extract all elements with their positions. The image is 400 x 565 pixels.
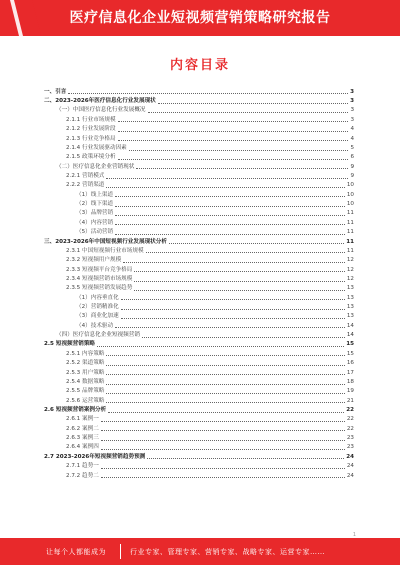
toc-entry[interactable]: [44, 254, 354, 263]
toc-entry-page: 13: [346, 294, 354, 301]
toc-entry-label: 2.6 短视频营销案例分析: [44, 406, 107, 413]
toc-entry-page: 10: [346, 191, 354, 198]
toc-entry[interactable]: [44, 348, 354, 357]
toc-entry[interactable]: [44, 311, 354, 320]
toc-leader-dots: [101, 477, 345, 478]
toc-entry-label: 2.6.4 案例四: [66, 444, 99, 451]
toc-entry-label: 2.1.1 行业市场规模: [66, 116, 116, 123]
report-footer: [0, 538, 400, 565]
toc-entry-page: 10: [346, 201, 354, 208]
toc-entry-label: 2.5.5 品牌策略: [66, 388, 105, 395]
toc-entry-page: 16: [346, 360, 354, 367]
toc-leader-dots: [148, 112, 349, 113]
toc-entry-label: 2.7 2023-2026年短视频营销趋势预测: [44, 453, 146, 460]
toc-leader-dots: [106, 393, 344, 394]
toc-entry-label: （2）营销精准化: [76, 304, 119, 311]
toc-entry-label: 2.1.3 行业竞争格局: [66, 135, 116, 142]
toc-entry[interactable]: [44, 301, 354, 310]
toc-leader-dots: [134, 281, 345, 282]
toc-entry-page: 3: [350, 116, 354, 123]
toc-entry-page: 14: [346, 322, 354, 329]
toc-entry[interactable]: [44, 142, 354, 151]
toc-entry-label: （3）品牌营销: [76, 210, 114, 217]
toc-entry[interactable]: [44, 133, 354, 142]
toc-entry-label: （2）线下渠道: [76, 201, 114, 208]
toc-entry-page: 11: [346, 247, 354, 254]
toc-entry-page: 18: [346, 378, 354, 385]
toc-entry[interactable]: [44, 357, 354, 366]
toc-entry[interactable]: [44, 161, 354, 170]
toc-entry[interactable]: [44, 460, 354, 469]
toc-entry-page: 11: [346, 219, 354, 226]
toc-entry-label: 2.5.1 内容策略: [66, 350, 105, 357]
toc-entry[interactable]: [44, 292, 354, 301]
toc-leader-dots: [134, 271, 345, 272]
toc-entry-page: 6: [350, 154, 354, 161]
toc-entry[interactable]: [44, 339, 354, 348]
toc-entry-page: 19: [346, 388, 354, 395]
toc-leader-dots: [106, 178, 348, 179]
toc-entry-label: 2.3.2 短视频用户规模: [66, 257, 122, 264]
toc-entry-page: 24: [346, 463, 354, 470]
toc-entry-label: 三、2023-2026年中国短视频行业发展现状分析: [44, 238, 167, 245]
toc-entry-page: 12: [346, 266, 354, 273]
toc-entry[interactable]: [44, 180, 354, 189]
toc-leader-dots: [101, 468, 345, 469]
toc-entry-page: 12: [346, 275, 354, 282]
toc-leader-dots: [106, 365, 344, 366]
toc-entry-page: 3: [350, 107, 354, 114]
toc-entry-page: 23: [346, 435, 354, 442]
toc-entry[interactable]: [44, 367, 354, 376]
toc-leader-dots: [101, 421, 345, 422]
toc-entry[interactable]: [44, 236, 354, 245]
toc-leader-dots: [115, 234, 345, 235]
toc-leader-dots: [115, 327, 345, 328]
toc-entry-label: （3）商业化加速: [76, 313, 119, 320]
toc-entry-page: 11: [346, 238, 354, 245]
toc-entry-page: 11: [346, 210, 354, 217]
toc-leader-dots: [106, 384, 344, 385]
toc-heading: 内容目录: [169, 58, 230, 73]
toc-entry-label: 一、引言: [44, 88, 67, 95]
toc-entry[interactable]: [44, 86, 354, 95]
toc-entry-page: 13: [346, 304, 354, 311]
toc-entry-page: 22: [346, 406, 354, 413]
toc-entry[interactable]: [44, 217, 354, 226]
toc-entry[interactable]: [44, 245, 354, 254]
toc-entry-page: 21: [346, 397, 354, 404]
toc-entry-label: 2.3.4 短视频营销市场规模: [66, 275, 133, 282]
toc-entry-label: 2.1.4 行业发展驱动因素: [66, 144, 127, 151]
toc-entry-page: 10: [346, 182, 354, 189]
toc-leader-dots: [106, 402, 344, 403]
toc-leader-dots: [121, 318, 345, 319]
toc-entry[interactable]: [44, 189, 354, 198]
toc-entry[interactable]: [44, 264, 354, 273]
toc-entry-page: 14: [346, 332, 354, 339]
toc-entry-label: 2.5 短视频营销策略: [44, 341, 96, 348]
toc-entry-page: 17: [346, 369, 354, 376]
toc-entry[interactable]: [44, 395, 354, 404]
toc-entry-label: 2.3.1 中国短视频行业市场规模: [66, 247, 144, 254]
toc-entry-page: 3: [350, 88, 354, 95]
toc-entry-page: 22: [346, 416, 354, 423]
toc-entry-label: （四）医疗信息化企业短视频营销: [56, 332, 140, 339]
toc-entry-page: 13: [346, 313, 354, 320]
toc-leader-dots: [118, 121, 349, 122]
toc-entry-page: 9: [350, 173, 354, 179]
toc-entry[interactable]: [44, 105, 354, 114]
toc-leader-dots: [101, 430, 345, 431]
toc-entry[interactable]: [44, 283, 354, 292]
toc-entry-page: 24: [346, 472, 354, 479]
toc-entry[interactable]: [44, 208, 354, 217]
toc-entry-label: 2.2.1 营销模式: [66, 173, 105, 179]
toc-leader-dots: [108, 412, 344, 413]
toc-entry[interactable]: [44, 170, 354, 179]
report-header: [0, 0, 400, 36]
toc-entry-label: 2.7.2 趋势二: [66, 472, 99, 479]
toc-leader-dots: [123, 262, 345, 263]
toc-entry-label: 2.5.4 数据策略: [66, 378, 105, 385]
toc-entry-label: 2.6.1 案例一: [66, 416, 99, 423]
toc-entry[interactable]: [44, 404, 354, 413]
report-title: 医疗信息化企业短视频营销策略研究报告: [69, 10, 331, 26]
toc-entry-label: （4）技术驱动: [76, 322, 114, 329]
toc-leader-dots: [134, 290, 345, 291]
toc-entry-label: 2.5.6 运营策略: [66, 397, 105, 404]
toc-entry-label: （1）内容垂直化: [76, 294, 119, 301]
toc-leader-dots: [121, 309, 345, 310]
toc-entry-page: 22: [346, 425, 354, 432]
toc-leader-dots: [158, 103, 348, 104]
toc-leader-dots: [115, 206, 345, 207]
toc-entry-page: 5: [350, 144, 354, 151]
footer-divider: [120, 544, 121, 559]
toc-entry-label: 2.2.2 营销渠道: [66, 182, 105, 189]
toc-entry-label: （5）活动营销: [76, 229, 114, 236]
toc-leader-dots: [129, 150, 349, 151]
toc-leader-dots: [101, 449, 345, 450]
toc-entry[interactable]: [44, 414, 354, 423]
toc-entry-page: 23: [346, 444, 354, 451]
toc-entry-page: 3: [350, 98, 354, 105]
toc-entry-page: 12: [346, 257, 354, 264]
footer-tagline: 行业专家、管理专家、营销专家、战略专家、运营专家……: [130, 548, 325, 556]
table-of-contents: [44, 86, 354, 479]
toc-entry-label: （1）线上渠道: [76, 191, 114, 198]
toc-entry-label: 2.1.2 行业发展阶段: [66, 126, 116, 133]
toc-leader-dots: [118, 131, 349, 132]
toc-entry-page: 11: [346, 229, 354, 236]
toc-entry[interactable]: [44, 376, 354, 385]
toc-leader-dots: [142, 337, 345, 338]
toc-entry[interactable]: [44, 442, 354, 451]
toc-leader-dots: [115, 196, 345, 197]
toc-entry-page: 24: [346, 453, 354, 460]
toc-leader-dots: [118, 159, 349, 160]
toc-entry[interactable]: [44, 123, 354, 132]
toc-entry[interactable]: [44, 198, 354, 207]
toc-leader-dots: [106, 355, 344, 356]
toc-entry[interactable]: [44, 386, 354, 395]
toc-entry[interactable]: [44, 432, 354, 441]
toc-leader-dots: [68, 93, 348, 94]
toc-entry-label: （二）医疗信息化企业营销现状: [56, 163, 135, 170]
toc-leader-dots: [101, 440, 345, 441]
toc-leader-dots: [118, 140, 349, 141]
toc-entry-label: 2.3.3 短视频平台竞争格局: [66, 266, 133, 273]
toc-entry[interactable]: [44, 273, 354, 282]
toc-entry-label: 2.1.5 政策环境分析: [66, 154, 116, 161]
toc-entry-label: 2.7.1 趋势一: [66, 463, 99, 470]
toc-entry-label: 2.5.3 用户策略: [66, 369, 105, 376]
toc-entry-page: 15: [346, 350, 354, 357]
toc-leader-dots: [147, 458, 344, 459]
toc-leader-dots: [169, 243, 344, 244]
toc-leader-dots: [121, 299, 345, 300]
toc-leader-dots: [106, 187, 344, 188]
toc-leader-dots: [136, 168, 348, 169]
toc-entry-page: 4: [350, 135, 354, 142]
toc-entry-label: （一）中国医疗信息化行业发展概况: [56, 107, 146, 114]
toc-entry[interactable]: [44, 95, 354, 104]
toc-entry[interactable]: [44, 152, 354, 161]
page-number: 1: [352, 532, 356, 538]
toc-entry-page: 9: [350, 163, 354, 170]
toc-leader-dots: [106, 374, 344, 375]
footer-slogan: 让每个人都能成为: [46, 548, 106, 556]
toc-entry-page: 15: [346, 341, 354, 348]
toc-entry-label: 2.5.2 渠道策略: [66, 360, 105, 367]
toc-entry-page: 4: [350, 126, 354, 133]
toc-entry-page: 13: [346, 285, 354, 292]
toc-entry[interactable]: [44, 329, 354, 338]
toc-entry[interactable]: [44, 320, 354, 329]
toc-leader-dots: [115, 224, 345, 225]
toc-entry[interactable]: [44, 114, 354, 123]
toc-entry-label: 2.6.3 案例三: [66, 435, 99, 442]
toc-entry-label: 二、2023-2026年医疗信息化行业发展现状: [44, 98, 156, 105]
toc-entry[interactable]: [44, 451, 354, 460]
toc-leader-dots: [97, 346, 344, 347]
toc-entry-label: 2.3.5 短视频营销发展趋势: [66, 285, 133, 292]
toc-entry-label: （4）内容营销: [76, 219, 114, 226]
toc-entry-label: 2.6.2 案例二: [66, 425, 99, 432]
toc-entry[interactable]: [44, 226, 354, 235]
toc-entry[interactable]: [44, 423, 354, 432]
toc-leader-dots: [115, 215, 345, 216]
toc-leader-dots: [146, 252, 345, 253]
toc-entry[interactable]: [44, 470, 354, 479]
